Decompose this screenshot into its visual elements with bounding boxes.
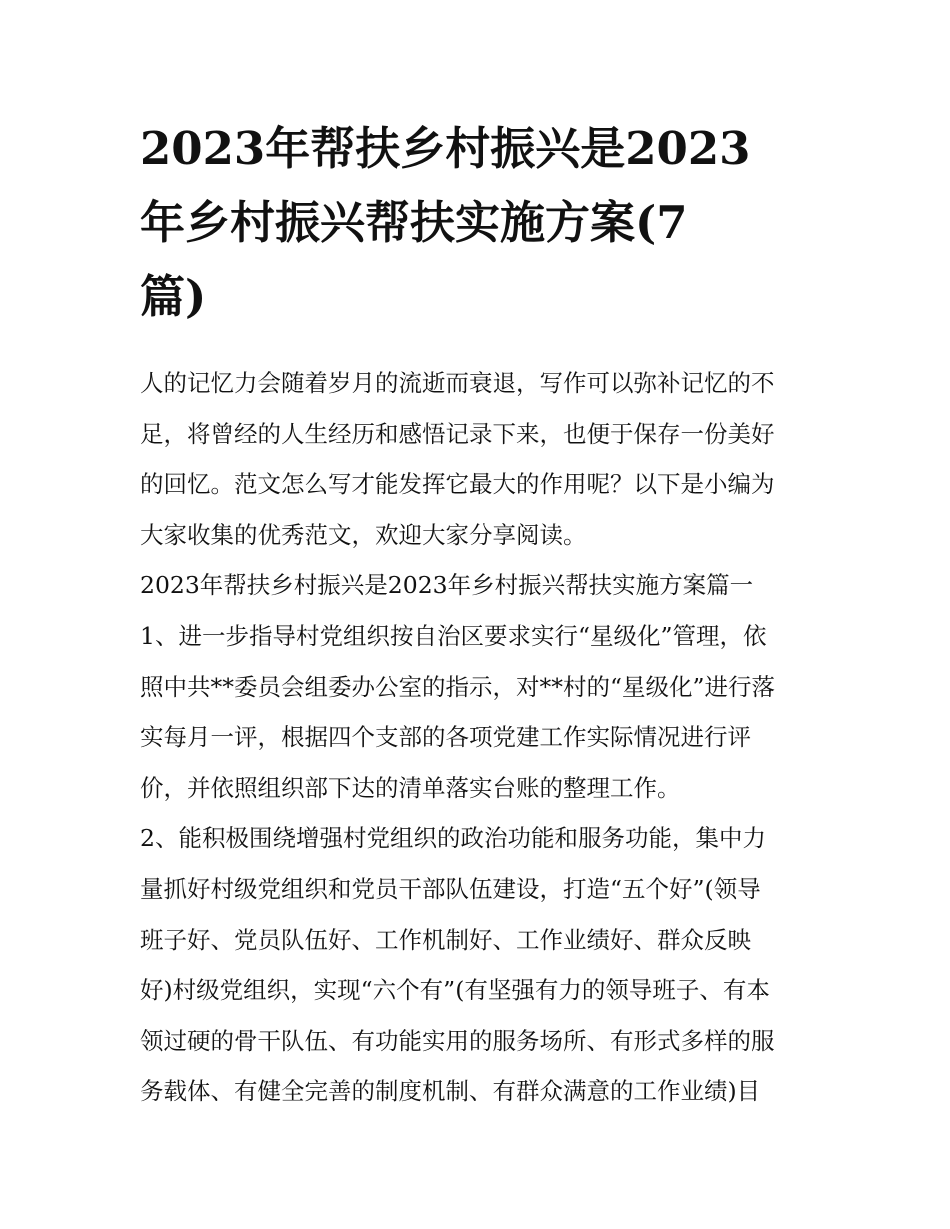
body-line-12: 班子好、党员队伍好、工作机制好、工作业绩好、群众反映: [140, 925, 751, 954]
body-line-9: 价，并依照组织部下达的清单落实台账的整理工作。: [140, 773, 681, 802]
title-line-1: 2023年帮扶乡村振兴是2023: [140, 122, 751, 175]
body-line-4: 大家收集的优秀范文，欢迎大家分享阅读。: [140, 520, 587, 549]
document-title: [140, 112, 820, 334]
body-line-8: 实每月一评，根据四个支部的各项党建工作实际情况进行评: [140, 723, 751, 752]
title-line-3: 篇): [140, 270, 207, 323]
body-line-10: 2、能积极围绕增强村党组织的政治功能和服务功能，集中力: [140, 824, 766, 853]
body-line-11: 量抓好村级党组织和党员干部队伍建设，打造“五个好”(领导: [140, 874, 761, 903]
section-heading-1: 2023年帮扶乡村振兴是2023年乡村振兴帮扶实施方案篇一: [140, 571, 754, 600]
body-line-1: 人的记忆力会随着岁月的流逝而衰退，写作可以弥补记忆的不: [140, 369, 775, 397]
body-line-14: 领过硬的骨干队伍、有功能实用的服务场所、有形式多样的服: [140, 1026, 775, 1055]
body-line-2: 足，将曾经的人生经历和感悟记录下来，也便于保存一份美好: [140, 419, 775, 448]
document-body: [140, 358, 820, 1117]
title-line-2: 年乡村振兴帮扶实施方案(7: [140, 196, 688, 249]
body-line-15: 务载体、有健全完善的制度机制、有群众满意的工作业绩)目: [140, 1077, 761, 1106]
body-line-6: 1、进一步指导村党组织按自治区要求实行“星级化”管理，依: [140, 621, 767, 650]
body-line-3: 的回忆。范文怎么写才能发挥它最大的作用呢？以下是小编为: [140, 470, 775, 499]
body-line-7: 照中共**委员会组委办公室的指示，对**村的“星级化”进行落: [140, 672, 776, 701]
body-line-13: 好)村级党组织，实现“六个有”(有坚强有力的领导班子、有本: [140, 976, 770, 1005]
